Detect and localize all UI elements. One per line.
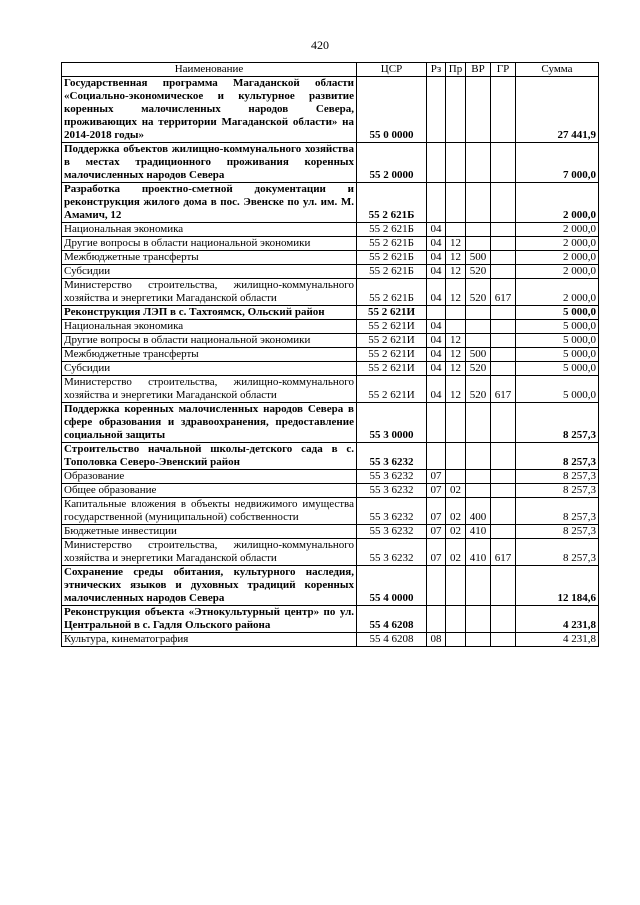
cell-name: Капитальные вложения в объекты недвижимого имущества государственной (муниципальной) собственности bbox=[62, 498, 357, 525]
cell-vr: 520 bbox=[466, 265, 491, 279]
cell-csr: 55 2 621И bbox=[357, 334, 427, 348]
table-row bbox=[62, 525, 599, 539]
header-name: Наименование bbox=[62, 63, 357, 77]
cell-name: Сохранение среды обитания, культурного наследия, этнических языков и духовных традиций коренных малочисленных народов Севера bbox=[62, 566, 357, 606]
cell-name: Реконструкция объекта «Этнокультурный центр» по ул. Центральной в с. Гадля Ольского района bbox=[62, 606, 357, 633]
header-gr: ГР bbox=[491, 63, 516, 77]
cell-csr: 55 2 621И bbox=[357, 306, 427, 320]
cell-csr: 55 2 621Б bbox=[357, 223, 427, 237]
header-csr: ЦСР bbox=[357, 63, 427, 77]
cell-sum: 8 257,3 bbox=[516, 443, 599, 470]
cell-vr: 520 bbox=[466, 362, 491, 376]
cell-gr bbox=[491, 334, 516, 348]
cell-rz: 04 bbox=[427, 362, 446, 376]
cell-gr bbox=[491, 606, 516, 633]
cell-rz bbox=[427, 443, 446, 470]
cell-rz: 04 bbox=[427, 320, 446, 334]
table-row bbox=[62, 348, 599, 362]
table-header bbox=[62, 63, 599, 77]
cell-csr: 55 3 6232 bbox=[357, 525, 427, 539]
cell-pr: 12 bbox=[446, 348, 466, 362]
cell-name: Национальная экономика bbox=[62, 223, 357, 237]
cell-name: Строительство начальной школы-детского сада в с. Тополовка Северо-Эвенский район bbox=[62, 443, 357, 470]
cell-vr bbox=[466, 484, 491, 498]
cell-vr bbox=[466, 237, 491, 251]
cell-csr: 55 3 6232 bbox=[357, 484, 427, 498]
cell-name: Межбюджетные трансферты bbox=[62, 348, 357, 362]
cell-vr: 520 bbox=[466, 376, 491, 403]
cell-name: Поддержка объектов жилищно-коммунального хозяйства в местах традиционного проживания коренных малочисленных народов Севера bbox=[62, 143, 357, 183]
cell-vr: 410 bbox=[466, 539, 491, 566]
cell-rz: 07 bbox=[427, 470, 446, 484]
cell-gr bbox=[491, 348, 516, 362]
table-row bbox=[62, 320, 599, 334]
cell-gr: 617 bbox=[491, 376, 516, 403]
cell-csr: 55 3 0000 bbox=[357, 403, 427, 443]
cell-sum: 2 000,0 bbox=[516, 237, 599, 251]
cell-rz bbox=[427, 606, 446, 633]
cell-sum: 4 231,8 bbox=[516, 633, 599, 647]
cell-gr bbox=[491, 320, 516, 334]
cell-gr bbox=[491, 143, 516, 183]
cell-gr bbox=[491, 265, 516, 279]
cell-vr bbox=[466, 77, 491, 143]
table-row bbox=[62, 443, 599, 470]
cell-sum: 12 184,6 bbox=[516, 566, 599, 606]
cell-name: Разработка проектно-сметной документации и реконструкция жилого дома в пос. Эвенске по ул. им. М. Амамич, 12 bbox=[62, 183, 357, 223]
header-vr: ВР bbox=[466, 63, 491, 77]
cell-pr: 02 bbox=[446, 498, 466, 525]
table-row bbox=[62, 237, 599, 251]
cell-gr bbox=[491, 498, 516, 525]
cell-name: Министерство строительства, жилищно-коммунального хозяйства и энергетики Магаданской области bbox=[62, 279, 357, 306]
header-row bbox=[62, 63, 599, 77]
cell-pr bbox=[446, 633, 466, 647]
cell-name: Поддержка коренных малочисленных народов Севера в сфере образования и здравоохранения, предоставление социальной защиты bbox=[62, 403, 357, 443]
table-row bbox=[62, 265, 599, 279]
cell-rz: 04 bbox=[427, 265, 446, 279]
table-row bbox=[62, 306, 599, 320]
table-row bbox=[62, 403, 599, 443]
cell-pr: 12 bbox=[446, 251, 466, 265]
cell-gr bbox=[491, 183, 516, 223]
cell-sum: 5 000,0 bbox=[516, 376, 599, 403]
cell-rz: 07 bbox=[427, 498, 446, 525]
cell-pr: 12 bbox=[446, 362, 466, 376]
cell-sum: 8 257,3 bbox=[516, 484, 599, 498]
cell-pr bbox=[446, 306, 466, 320]
cell-vr: 520 bbox=[466, 279, 491, 306]
cell-gr bbox=[491, 362, 516, 376]
cell-name: Реконструкция ЛЭП в с. Тахтоямск, Ольский район bbox=[62, 306, 357, 320]
table-row bbox=[62, 606, 599, 633]
cell-sum: 5 000,0 bbox=[516, 306, 599, 320]
cell-pr bbox=[446, 470, 466, 484]
cell-vr bbox=[466, 320, 491, 334]
cell-pr bbox=[446, 223, 466, 237]
cell-rz bbox=[427, 143, 446, 183]
cell-rz: 04 bbox=[427, 279, 446, 306]
cell-sum: 2 000,0 bbox=[516, 223, 599, 237]
cell-name: Другие вопросы в области национальной экономики bbox=[62, 334, 357, 348]
cell-csr: 55 2 621И bbox=[357, 320, 427, 334]
cell-csr: 55 4 6208 bbox=[357, 606, 427, 633]
cell-sum: 8 257,3 bbox=[516, 403, 599, 443]
cell-sum: 4 231,8 bbox=[516, 606, 599, 633]
cell-pr: 12 bbox=[446, 376, 466, 403]
cell-csr: 55 2 621Б bbox=[357, 237, 427, 251]
cell-pr: 12 bbox=[446, 279, 466, 306]
cell-rz bbox=[427, 183, 446, 223]
cell-csr: 55 3 6232 bbox=[357, 539, 427, 566]
header-sum: Сумма bbox=[516, 63, 599, 77]
cell-gr bbox=[491, 470, 516, 484]
table-row bbox=[62, 143, 599, 183]
cell-gr bbox=[491, 223, 516, 237]
cell-gr bbox=[491, 237, 516, 251]
table-row bbox=[62, 566, 599, 606]
cell-gr bbox=[491, 443, 516, 470]
cell-csr: 55 2 621И bbox=[357, 348, 427, 362]
cell-sum: 8 257,3 bbox=[516, 525, 599, 539]
cell-sum: 7 000,0 bbox=[516, 143, 599, 183]
cell-vr bbox=[466, 566, 491, 606]
cell-sum: 2 000,0 bbox=[516, 279, 599, 306]
cell-vr: 400 bbox=[466, 498, 491, 525]
cell-name: Бюджетные инвестиции bbox=[62, 525, 357, 539]
cell-sum: 5 000,0 bbox=[516, 362, 599, 376]
cell-rz: 04 bbox=[427, 334, 446, 348]
cell-gr bbox=[491, 77, 516, 143]
cell-pr: 12 bbox=[446, 334, 466, 348]
cell-csr: 55 2 621И bbox=[357, 376, 427, 403]
cell-gr bbox=[491, 251, 516, 265]
cell-name: Министерство строительства, жилищно-коммунального хозяйства и энергетики Магаданской области bbox=[62, 539, 357, 566]
cell-sum: 27 441,9 bbox=[516, 77, 599, 143]
cell-pr bbox=[446, 143, 466, 183]
cell-csr: 55 2 621Б bbox=[357, 251, 427, 265]
cell-vr bbox=[466, 403, 491, 443]
table-row bbox=[62, 498, 599, 525]
cell-vr bbox=[466, 633, 491, 647]
table-row bbox=[62, 484, 599, 498]
cell-csr: 55 2 0000 bbox=[357, 143, 427, 183]
cell-vr bbox=[466, 223, 491, 237]
cell-sum: 5 000,0 bbox=[516, 320, 599, 334]
cell-sum: 2 000,0 bbox=[516, 251, 599, 265]
cell-sum: 2 000,0 bbox=[516, 183, 599, 223]
cell-name: Общее образование bbox=[62, 484, 357, 498]
cell-name: Министерство строительства, жилищно-коммунального хозяйства и энергетики Магаданской области bbox=[62, 376, 357, 403]
table-row bbox=[62, 77, 599, 143]
cell-vr bbox=[466, 183, 491, 223]
cell-vr bbox=[466, 306, 491, 320]
cell-csr: 55 2 621Б bbox=[357, 279, 427, 306]
cell-name: Национальная экономика bbox=[62, 320, 357, 334]
cell-rz: 08 bbox=[427, 633, 446, 647]
cell-rz: 04 bbox=[427, 376, 446, 403]
table-row bbox=[62, 376, 599, 403]
cell-rz bbox=[427, 403, 446, 443]
cell-vr: 500 bbox=[466, 348, 491, 362]
cell-pr bbox=[446, 77, 466, 143]
cell-name: Другие вопросы в области национальной экономики bbox=[62, 237, 357, 251]
table-row bbox=[62, 633, 599, 647]
budget-table bbox=[61, 62, 599, 647]
cell-sum: 2 000,0 bbox=[516, 265, 599, 279]
cell-pr: 02 bbox=[446, 525, 466, 539]
cell-rz bbox=[427, 77, 446, 143]
cell-pr bbox=[446, 183, 466, 223]
cell-name: Субсидии bbox=[62, 265, 357, 279]
cell-csr: 55 4 0000 bbox=[357, 566, 427, 606]
cell-gr bbox=[491, 306, 516, 320]
cell-csr: 55 3 6232 bbox=[357, 498, 427, 525]
table-row bbox=[62, 362, 599, 376]
cell-pr bbox=[446, 566, 466, 606]
cell-gr bbox=[491, 484, 516, 498]
cell-sum: 8 257,3 bbox=[516, 539, 599, 566]
cell-sum: 5 000,0 bbox=[516, 334, 599, 348]
table-row bbox=[62, 183, 599, 223]
cell-rz bbox=[427, 566, 446, 606]
cell-pr bbox=[446, 606, 466, 633]
cell-name: Образование bbox=[62, 470, 357, 484]
cell-rz: 04 bbox=[427, 237, 446, 251]
cell-vr bbox=[466, 143, 491, 183]
cell-vr bbox=[466, 606, 491, 633]
cell-gr: 617 bbox=[491, 279, 516, 306]
table-row bbox=[62, 279, 599, 306]
table-row bbox=[62, 539, 599, 566]
cell-name: Государственная программа Магаданской области «Социально-экономическое и культурное развитие коренных малочисленных народов Севера, проживающих на территории Магаданской области» на 2014-2018 годы» bbox=[62, 77, 357, 143]
cell-name: Межбюджетные трансферты bbox=[62, 251, 357, 265]
cell-rz: 04 bbox=[427, 251, 446, 265]
cell-gr bbox=[491, 566, 516, 606]
cell-rz: 07 bbox=[427, 484, 446, 498]
cell-pr bbox=[446, 403, 466, 443]
cell-vr bbox=[466, 470, 491, 484]
cell-vr bbox=[466, 443, 491, 470]
table-row bbox=[62, 223, 599, 237]
cell-pr: 02 bbox=[446, 484, 466, 498]
cell-rz: 07 bbox=[427, 539, 446, 566]
cell-vr bbox=[466, 334, 491, 348]
cell-pr bbox=[446, 443, 466, 470]
cell-rz: 04 bbox=[427, 223, 446, 237]
cell-pr: 12 bbox=[446, 265, 466, 279]
cell-csr: 55 4 6208 bbox=[357, 633, 427, 647]
cell-sum: 8 257,3 bbox=[516, 470, 599, 484]
cell-gr bbox=[491, 403, 516, 443]
cell-gr bbox=[491, 633, 516, 647]
cell-rz: 07 bbox=[427, 525, 446, 539]
cell-name: Культура, кинематография bbox=[62, 633, 357, 647]
table-row bbox=[62, 251, 599, 265]
cell-vr: 500 bbox=[466, 251, 491, 265]
table-row bbox=[62, 334, 599, 348]
cell-sum: 8 257,3 bbox=[516, 498, 599, 525]
cell-pr: 02 bbox=[446, 539, 466, 566]
cell-name: Субсидии bbox=[62, 362, 357, 376]
cell-csr: 55 0 0000 bbox=[357, 77, 427, 143]
cell-csr: 55 2 621Б bbox=[357, 183, 427, 223]
cell-rz: 04 bbox=[427, 348, 446, 362]
cell-gr: 617 bbox=[491, 539, 516, 566]
header-rz: Рз bbox=[427, 63, 446, 77]
table-body bbox=[62, 77, 599, 647]
cell-csr: 55 2 621Б bbox=[357, 265, 427, 279]
cell-rz bbox=[427, 306, 446, 320]
header-pr: Пр bbox=[446, 63, 466, 77]
table-row bbox=[62, 470, 599, 484]
cell-pr bbox=[446, 320, 466, 334]
cell-csr: 55 3 6232 bbox=[357, 470, 427, 484]
cell-gr bbox=[491, 525, 516, 539]
cell-csr: 55 2 621И bbox=[357, 362, 427, 376]
cell-vr: 410 bbox=[466, 525, 491, 539]
page-number: 420 bbox=[311, 38, 329, 52]
cell-pr: 12 bbox=[446, 237, 466, 251]
cell-csr: 55 3 6232 bbox=[357, 443, 427, 470]
cell-sum: 5 000,0 bbox=[516, 348, 599, 362]
